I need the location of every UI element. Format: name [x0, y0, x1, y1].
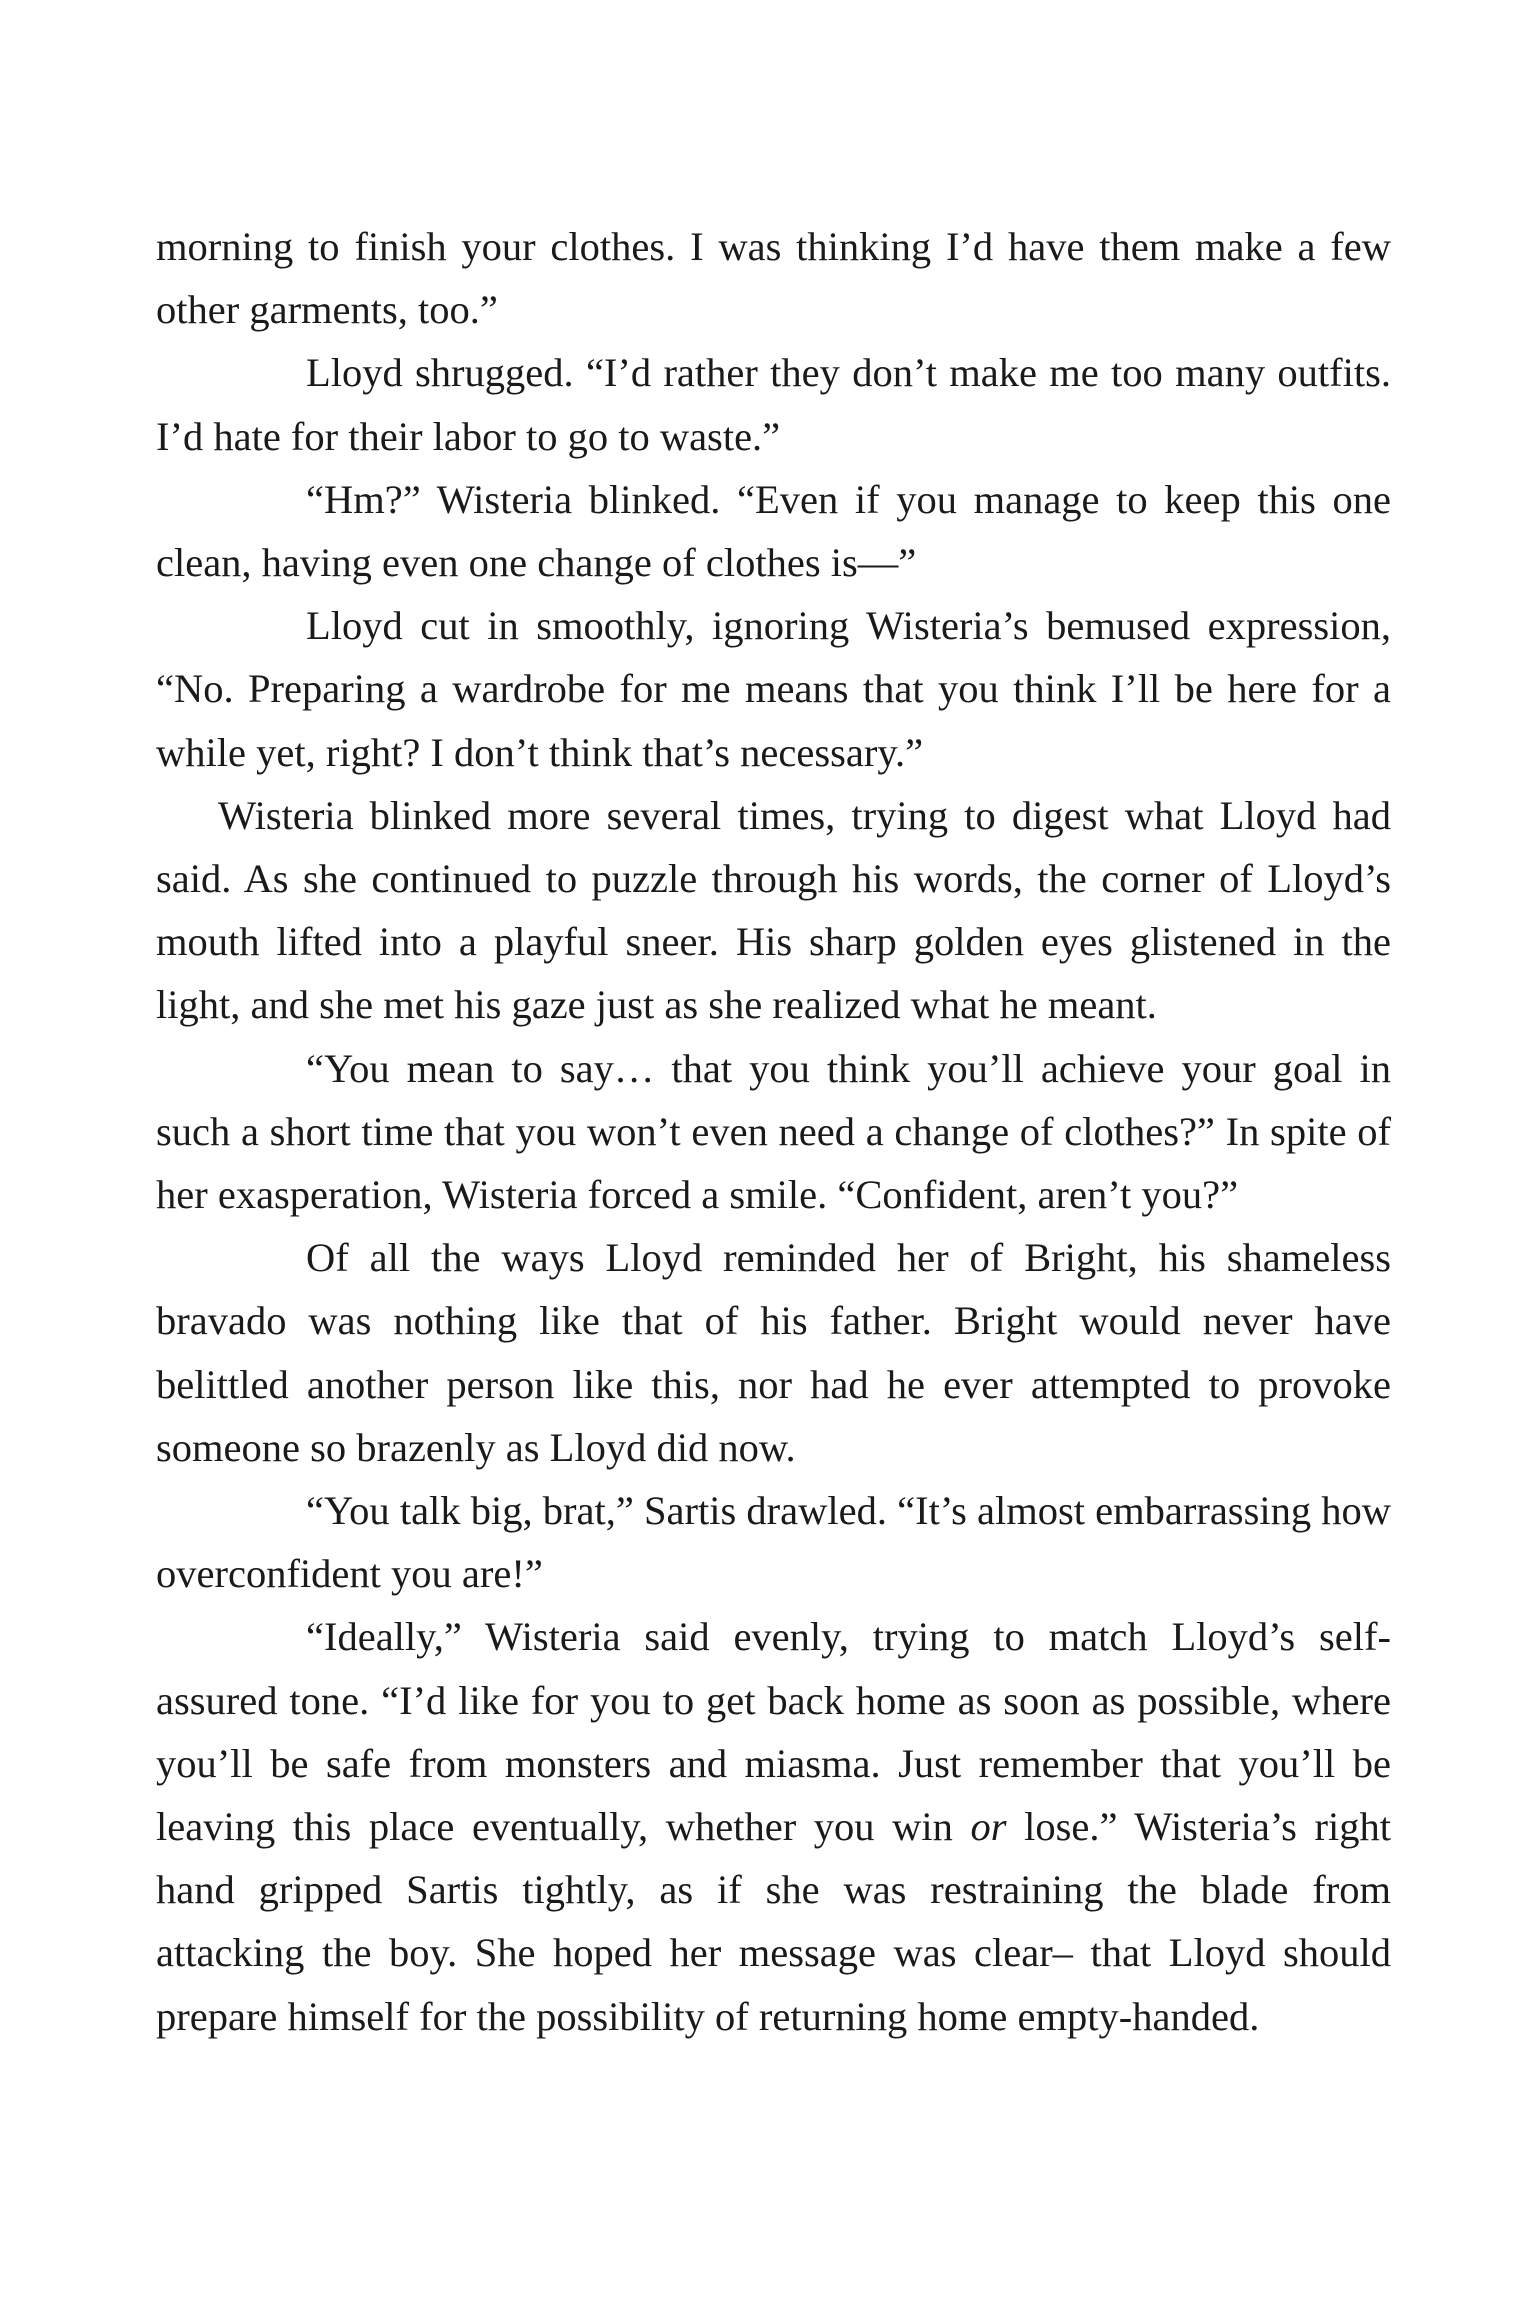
paragraph-2: Lloyd shrugged. “I’d rather they don’t make me too many outfits. I’d hate for their labor to go to waste.”: [156, 350, 1391, 459]
paragraph-9: [156, 1605, 1391, 2047]
paragraph-1: morning to finish your clothes. I was thinking I’d have them make a few other garments, too.”: [156, 224, 1391, 333]
paragraph-9-part-1: “Ideally,” Wisteria said evenly, trying to match Lloyd’s self-assured tone. “I’d like for you to get back home as soon as possible, where you’ll be safe from monsters and miasma. Just remember that you’ll be leaving this place eventually, whether you win: [156, 1614, 1391, 1850]
paragraph-9-part-2: lose.” Wisteria’s right hand gripped Sartis tightly, as if she was restraining the blade from attacking the boy. She hoped her message was clear– that Lloyd should prepare himself for the possibility of returning home empty-handed.: [156, 1804, 1391, 2039]
body-text: [156, 215, 1391, 2048]
paragraph-9-emphasis: or: [970, 1804, 1007, 1850]
paragraph-5: Wisteria blinked more several times, trying to digest what Lloyd had said. As she continued to puzzle through his words, the corner of Lloyd’s mouth lifted into a playful sneer. His sharp golden eyes glistened in the light, and she met his gaze just as she realized what he meant.: [156, 792, 1391, 1028]
paragraph-6: “You mean to say… that you think you’ll achieve your goal in such a short time that you won’t even need a change of clothes?” In spite of her exasperation, Wisteria forced a smile. “Confident, aren’t you?”: [156, 1045, 1391, 1218]
paragraph-4: Lloyd cut in smoothly, ignoring Wisteria’s bemused expression, “No. Preparing a wardrobe for me means that you think I’ll be here for a while yet, right? I don’t think that’s necessary.”: [156, 603, 1391, 775]
paragraph-7: Of all the ways Lloyd reminded her of Bright, his shameless bravado was nothing like that of his father. Bright would never have belittled another person like this, nor had he ever attempted to provoke someone so brazenly as Lloyd did now.: [156, 1235, 1391, 1470]
paragraph-8: “You talk big, brat,” Sartis drawled. “It’s almost embarrassing how overconfident you are!”: [156, 1488, 1391, 1597]
paragraph-3: “Hm?” Wisteria blinked. “Even if you manage to keep this one clean, having even one change of clothes is—”: [156, 476, 1391, 586]
